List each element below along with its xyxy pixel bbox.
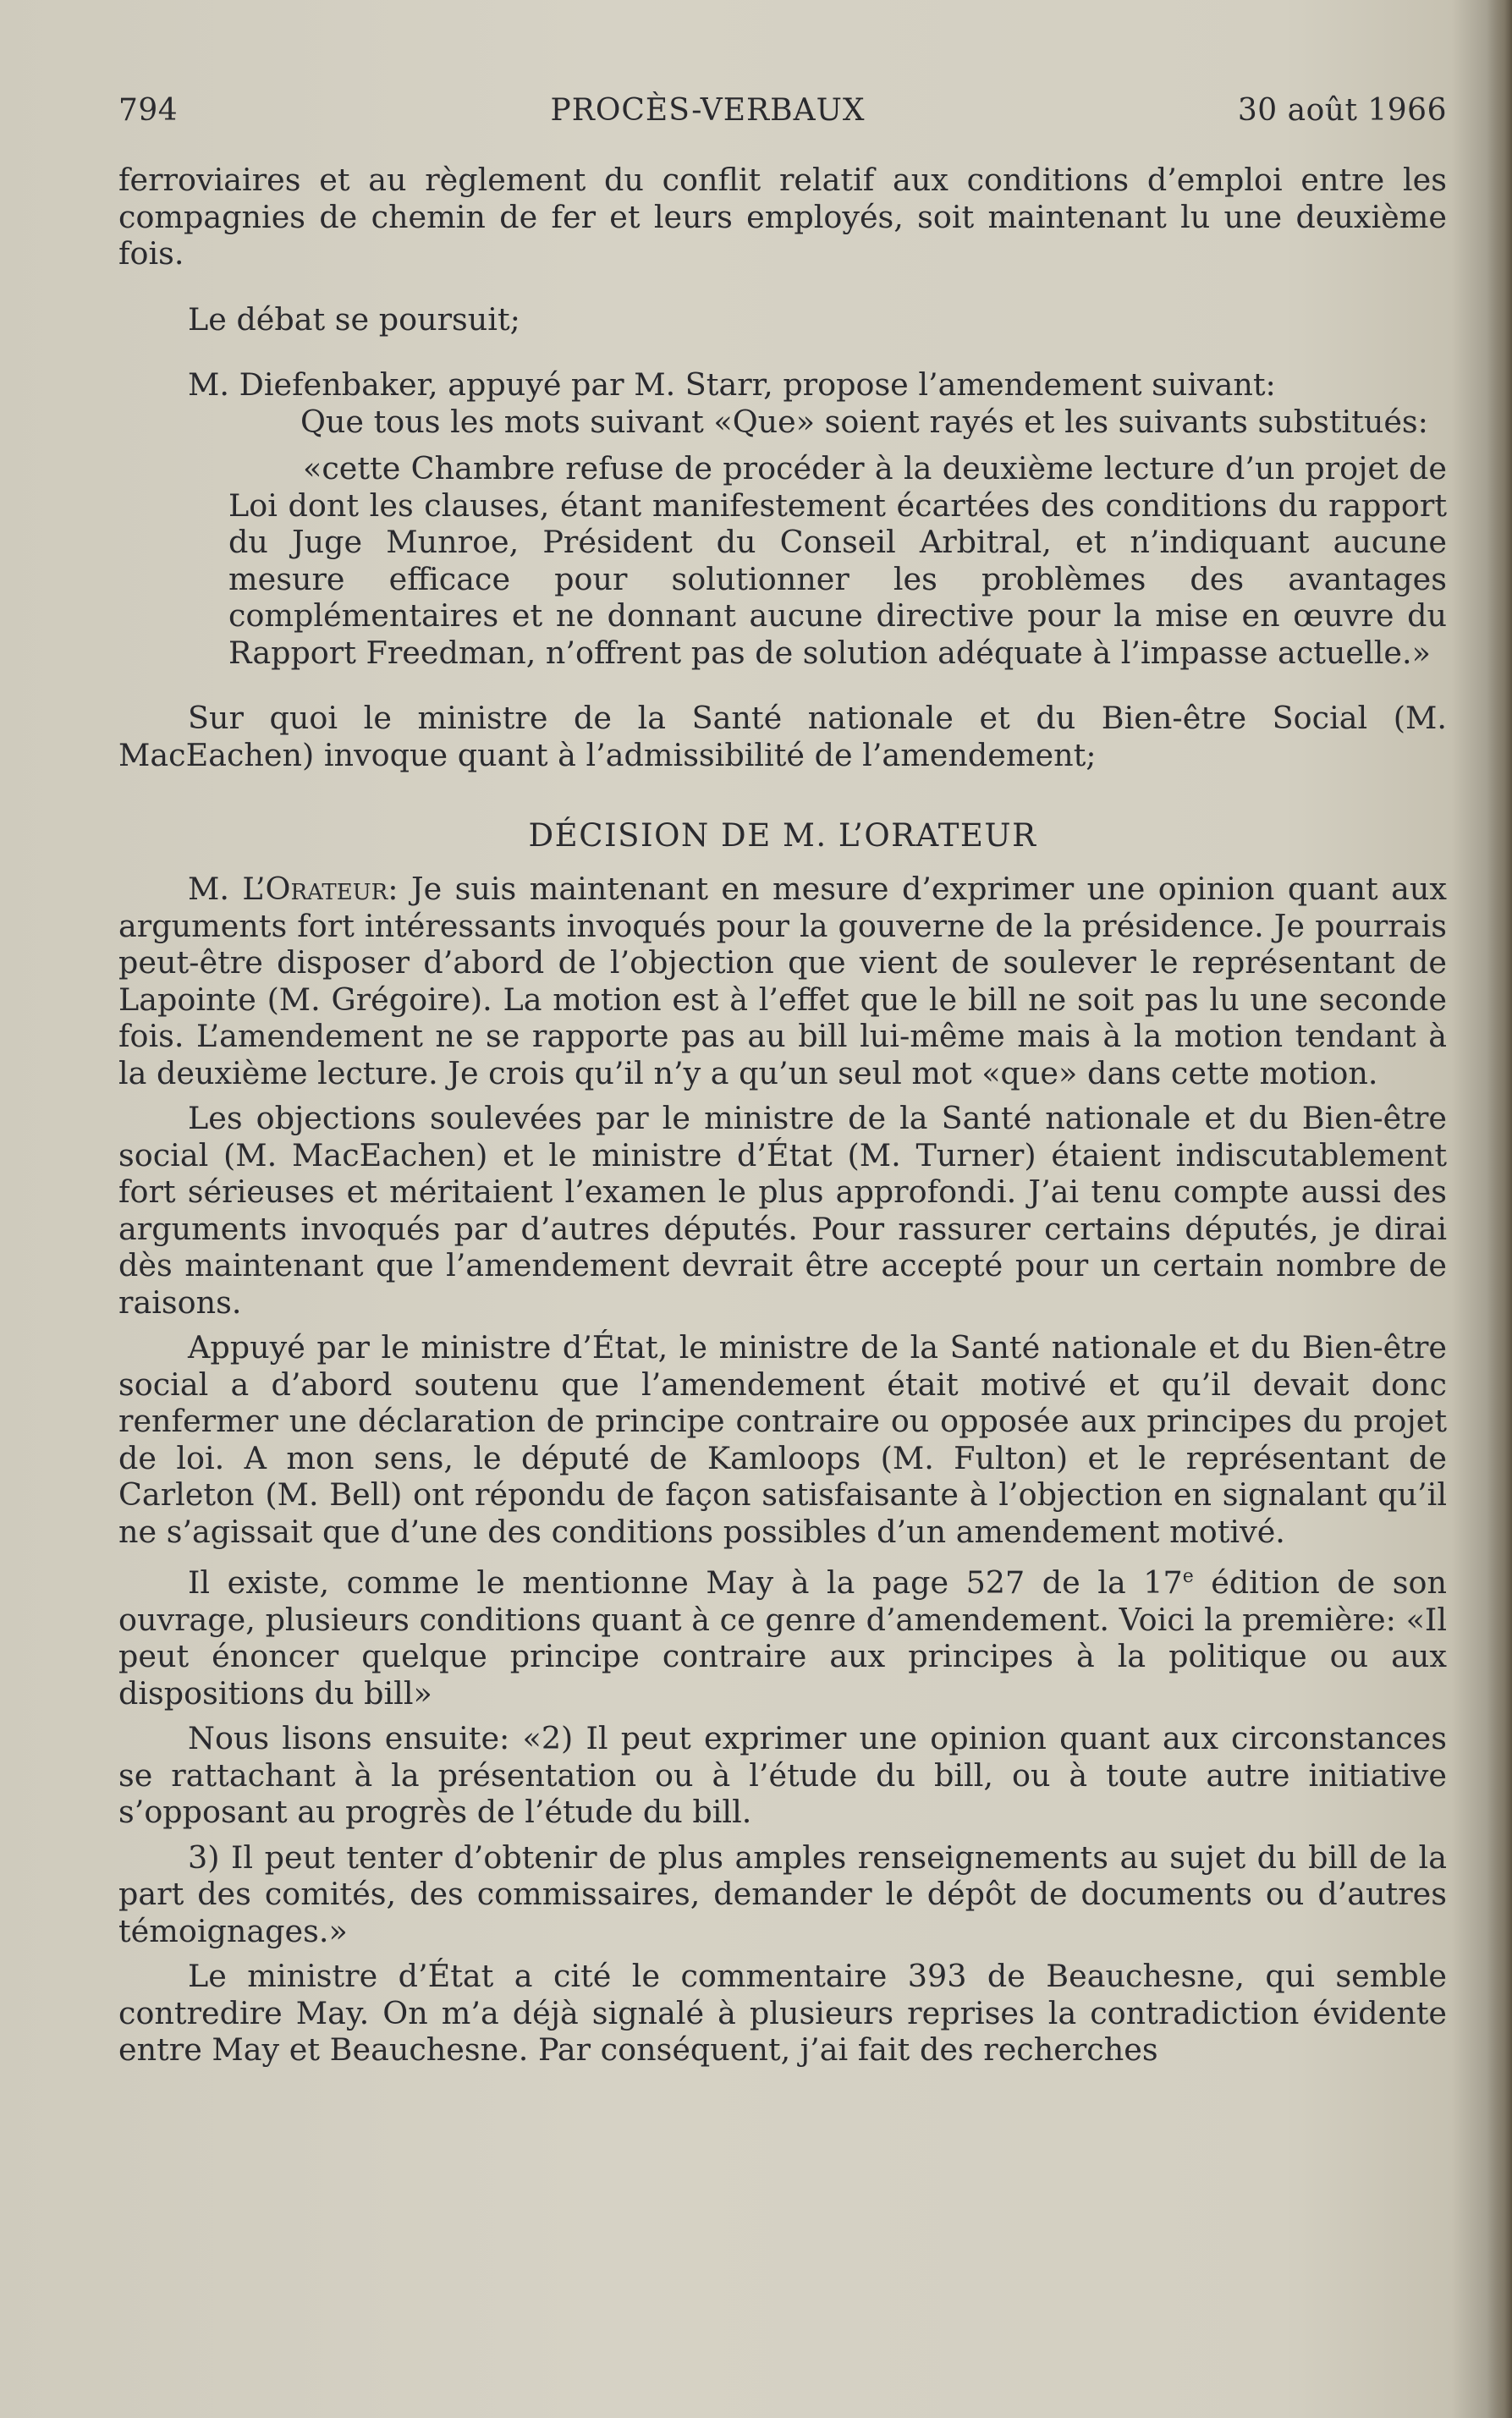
page-edge-shadow [1487,0,1512,2418]
ruling-paragraph-4 [118,1558,1447,1712]
ruling-text-4a: Il existe, comme le mentionne May à la page 527 de la 17 [188,1564,1183,1602]
debate-paragraph: Le débat se poursuit; [188,300,520,338]
speaker-prefix: M. L’ [188,871,266,907]
page-number: 794 [118,93,179,128]
objection-paragraph: Sur quoi le ministre de la Santé nationale et du Bien-être Social (M. MacEachen) invoque quant à l’admissibilité de l’amendement; [118,700,1447,773]
edition-superscript: e [1182,1566,1194,1587]
ruling-text-1: Je suis maintenant en mesure d’exprimer une opinion quant aux arguments fort intéressants invoqués pour la gouverne de la présidence. Je pourrais peut-être disposer d’abord de l’objection que vient de soulever le représentant de Lapointe (M. Grégoire). La motion est à l’effet que le bill ne soit pas lu une seconde fois. L’amendement ne se rapporte pas au bill lui-même mais à la motion tendant à la deuxième lecture. Je crois qu’il n’y a qu’un seul mot «que» dans cette motion. [118,871,1447,1091]
speaker-name: Orateur [265,871,388,907]
header-date: 30 août 1966 [1237,93,1447,128]
running-header [118,93,1447,128]
header-title: PROCÈS-VERBAUX [550,93,866,128]
ruling-paragraph-6: 3) Il peut tenter d’obtenir de plus amples renseignements au sujet du bill de la part des comités, des commissaires, demander le dépôt de documents ou d’autres témoignages.» [118,1838,1447,1949]
ruling-paragraph-3: Appuyé par le ministre d’État, le ministre de la Santé nationale et du Bien-être social a d’abord soutenu que l’amendement était motivé et qu’il devait donc renfermer une déclaration de principe contraire ou opposée aux principes du projet de loi. A mon sens, le député de Kamloops (M. Fulton) et le représentant de Carleton (M. Bell) ont répondu de façon satisfaisante à l’objection en signalant qu’il ne s’agissait que d’une des conditions possibles d’un amendement motivé. [118,1329,1447,1550]
ruling-text-4b: édition de son ouvrage, plusieurs conditions quant à ce genre d’amendement. Voici la première: «Il peut énoncer quelque principe contraire aux principes à la politique ou aux dispositions du bill» [118,1564,1448,1712]
intro-paragraph: ferroviaires et au règlement du conflit relatif aux conditions d’emploi entre les compagnies de chemin de fer et leurs employés, soit maintenant lu une deuxième fois. [118,162,1447,272]
motion-paragraph: M. Diefenbaker, appuyé par M. Starr, propose l’amendement suivant: [188,366,1276,403]
ruling-paragraph-5: Nous lisons ensuite: «2) Il peut exprimer une opinion quant aux circonstances se rattachant à la présentation ou à l’étude du bill, ou à toute autre initiative s’opposant au progrès de l’étude du bill. [118,1720,1447,1831]
amendment-quote: «cette Chambre refuse de procéder à la deuxième lecture d’un projet de Loi dont les clauses, étant manifestement écartées des conditions du rapport du Juge Munroe, Président du Conseil Arbitral, et n’indiquant aucune mesure efficace pour solutionner les problèmes des avantages complémentaires et ne donnant aucune directive pour la mise en œuvre du Rapport Freedman, n’offrent pas de solution adéquate à l’impasse actuelle.» [228,450,1447,671]
page-content [118,93,1447,2069]
ruling-paragraph-7: Le ministre d’État a cité le commentaire 393 de Beauchesne, qui semble contredire May. On m’a déjà signalé à plusieurs reprises la contradiction évidente entre May et Beauchesne. Par conséquent, j’ai fait des recherches [118,1958,1447,2069]
ruling-paragraph-2: Les objections soulevées par le ministre de la Santé nationale et du Bien-être social (M. MacEachen) et le ministre d’État (M. Turner) étaient indiscutablement fort sérieuses et méritaient l’examen le plus approfondi. J’ai tenu compte aussi des arguments invoqués par d’autres députés. Pour rassurer certains députés, je dirai dès maintenant que l’amendement devrait être accepté pour un certain nombre de raisons. [118,1100,1447,1321]
section-heading: DÉCISION DE M. L’ORATEUR [528,817,1037,854]
amendment-intro: Que tous les mots suivant «Que» soient rayés et les suivants substitués: [300,403,1428,440]
ruling-paragraph-1 [118,871,1447,1091]
speaker-colon: : [388,871,399,907]
